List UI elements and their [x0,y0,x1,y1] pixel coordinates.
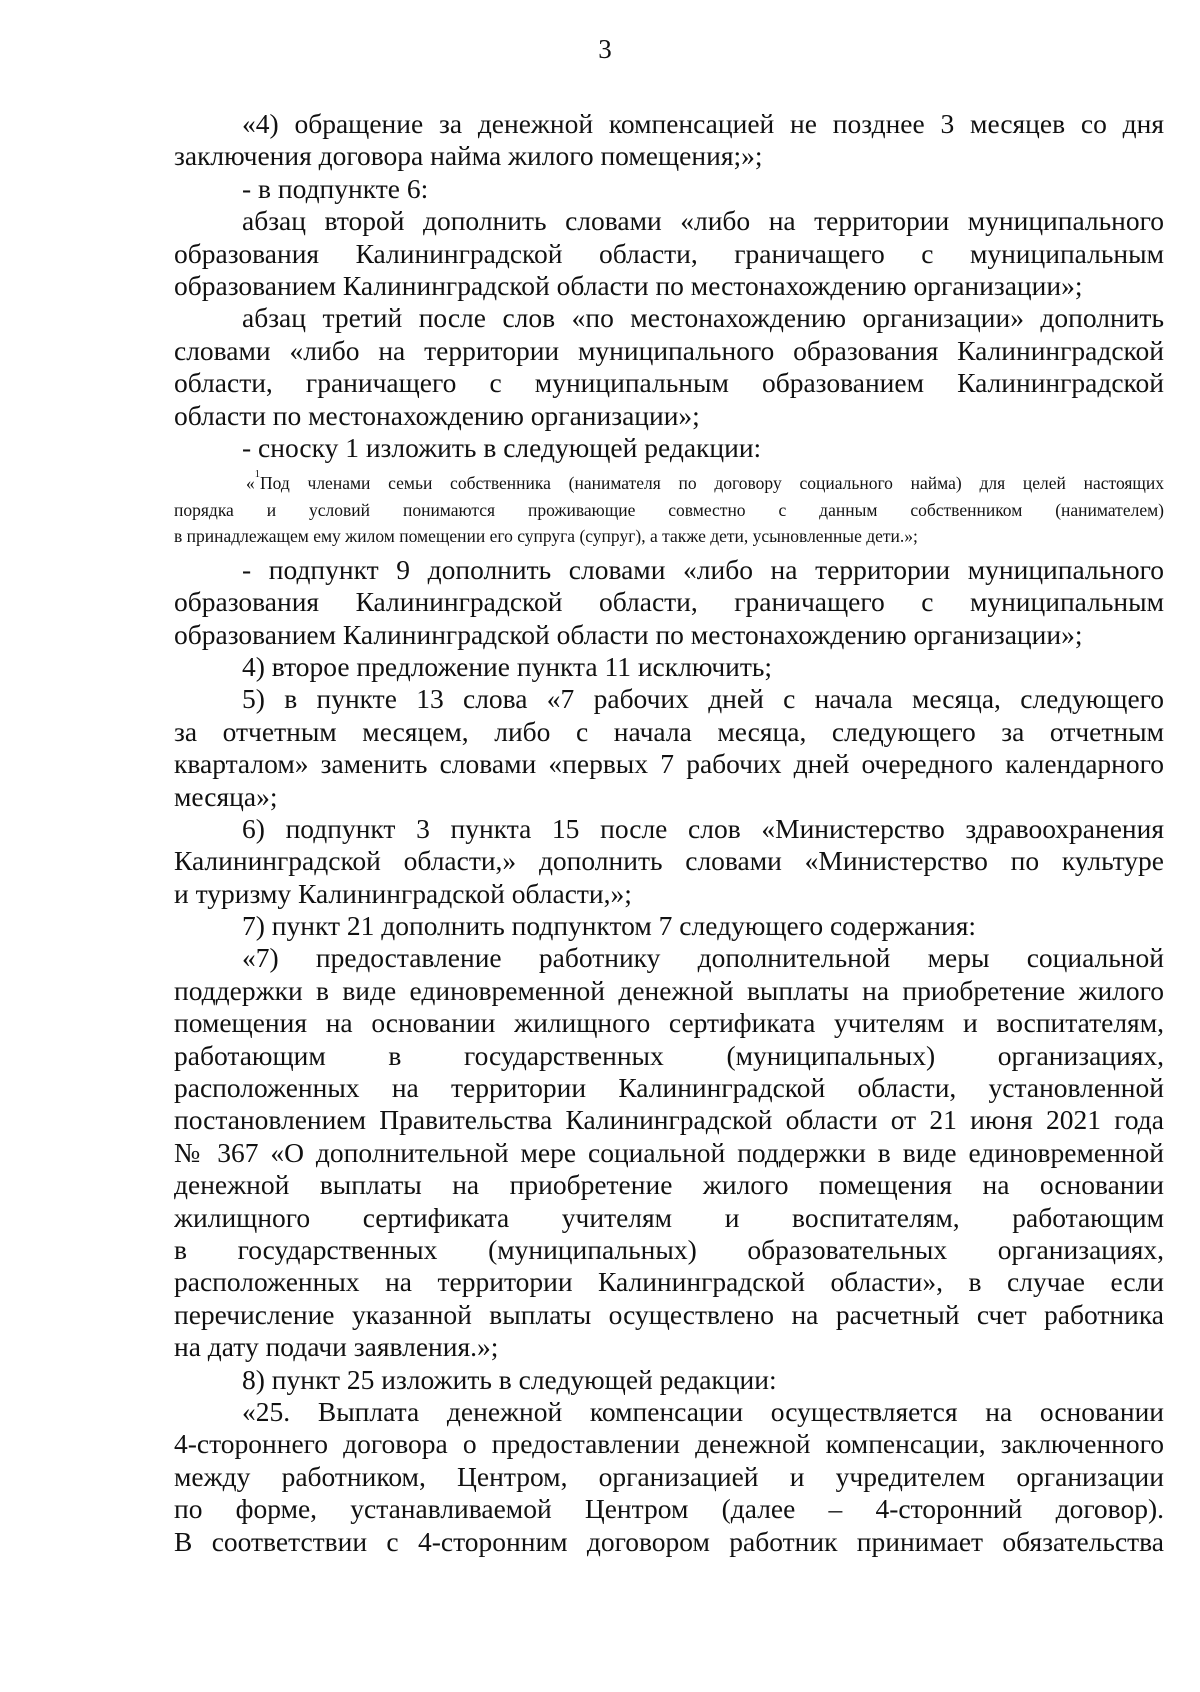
page-number: 3 [598,34,612,64]
paragraph-subclause-9 [174,554,1164,651]
text-line: 7) пункт 21 дополнить подпунктом 7 следующего содержания: [242,910,977,942]
text-line: образования Калининградской области, граничащего с муниципальным [174,586,1164,618]
text-line: абзац второй дополнить словами «либо на территории муниципального [242,205,1164,237]
text-line: заключения договора найма жилого помещения;»; [174,140,763,172]
text-line: работающим в государственных (муниципальных) организациях, [174,1039,1164,1071]
text-line: кварталом» заменить словами «первых 7 рабочих дней очередного календарного [174,748,1164,780]
text-line: за отчетным месяцем, либо с начала месяца, следующего за отчетным [174,715,1164,747]
footnote-line [174,470,1164,497]
text-line: абзац третий после слов «по местонахождению организации» дополнить [242,302,1164,334]
text-line: постановлением Правительства Калининградской области от 21 июня 2021 года [174,1104,1164,1136]
paragraph-item-4 [174,651,1164,683]
text-line: 4) второе предложение пункта 11 исключить; [242,650,773,682]
text-line: области, граничащего с муниципальным образованием Калининградской [174,367,1164,399]
footnote-line: порядка и условий понимаются проживающие совместно с данным собственником (нанимателем) [174,499,1164,520]
footnote-marker: 1 [254,470,260,481]
text-line: 6) подпункт 3 пункта 15 после слов «Министерство здравоохранения [242,812,1164,844]
text-line: расположенных на территории Калининградской области», в случае если [174,1266,1164,1298]
text-line: Калининградской области,» дополнить словами «Министерство по культуре [174,845,1164,877]
paragraph-quoted-subclause-7 [174,942,1164,1363]
paragraph-item-5 [174,683,1164,813]
paragraph-item-6 [174,813,1164,910]
text-line: жилищного сертификата учителям и воспитателям, работающим [174,1201,1164,1233]
paragraph-footnote-intro [174,432,1164,464]
text-line: и туризму Калининградской области,»; [174,877,632,909]
text-line: 8) пункт 25 изложить в следующей редакции: [242,1363,777,1395]
text-line: 5) в пункте 13 слова «7 рабочих дней с начала месяца, следующего [242,683,1164,715]
text-line: В соответствии с 4-сторонним договором работник принимает обязательства [174,1525,1164,1557]
footnote-open-quote: « [246,473,255,494]
text-line: в государственных (муниципальных) образовательных организациях, [174,1234,1164,1265]
text-line: по форме, устанавливаемой Центром (далее – 4-сторонний договор). [174,1493,1164,1525]
text-line: 4-стороннего договора о предоставлении денежной компенсации, заключенного [174,1428,1164,1460]
paragraph-subclause-6-intro [174,173,1164,205]
paragraph-quoted-subclause-4 [174,108,1164,173]
text-line: между работником, Центром, организацией и учредителем организации [174,1460,1164,1492]
text-line: № 367 «О дополнительной мере социальной поддержки в виде единовременной [174,1136,1164,1168]
paragraph-second-abzac [174,205,1164,302]
text-line: образованием Калининградской области по местонахождению организации»; [174,618,1083,650]
text-line: - в подпункте 6: [242,172,429,204]
text-line: - подпункт 9 дополнить словами «либо на территории муниципального [242,553,1164,585]
footnote-text [174,470,1164,550]
paragraph-item-7 [174,910,1164,942]
text-line: поддержки в виде единовременной денежной выплаты на приобретение жилого [174,974,1164,1006]
paragraph-third-abzac [174,302,1164,432]
paragraph-item-8 [174,1364,1164,1396]
text-line: «4) обращение за денежной компенсацией не позднее 3 месяцев со дня [242,108,1164,139]
text-line: образованием Калининградской области по местонахождению организации»; [174,269,1083,301]
footnote-line [174,523,1164,550]
text-line: на дату подачи заявления.»; [174,1331,499,1363]
text-line: помещения на основании жилищного сертификата учителям и воспитателям, [174,1007,1164,1039]
text-line: перечисление указанной выплаты осуществлено на расчетный счет работника [174,1298,1164,1330]
footnote-line-text: Под членами семьи собственника (нанимателя по договору социального найма) для целей настоящих [260,473,1164,494]
text-line: - сноску 1 изложить в следующей редакции: [242,431,762,463]
footnote-close: »; [904,526,918,547]
footnote-line-text: в принадлежащем ему жилом помещении его супруга (супруг), а также дети, усыновленные дети. [174,526,905,547]
text-line: образования Калининградской области, граничащего с муниципальным [174,237,1164,269]
text-line: расположенных на территории Калининградской области, установленной [174,1072,1164,1104]
text-line: словами «либо на территории муниципального образования Калининградской [174,334,1164,366]
text-line: области по местонахождению организации»; [174,399,700,431]
text-line: денежной выплаты на приобретение жилого помещения на основании [174,1169,1164,1201]
text-line: «7) предоставление работнику дополнительной меры социальной [242,942,1164,974]
text-line: месяца»; [174,780,278,812]
text-line: «25. Выплата денежной компенсации осуществляется на основании [242,1395,1164,1427]
paragraph-quoted-clause-25 [174,1396,1164,1558]
document-body [174,108,1164,1558]
